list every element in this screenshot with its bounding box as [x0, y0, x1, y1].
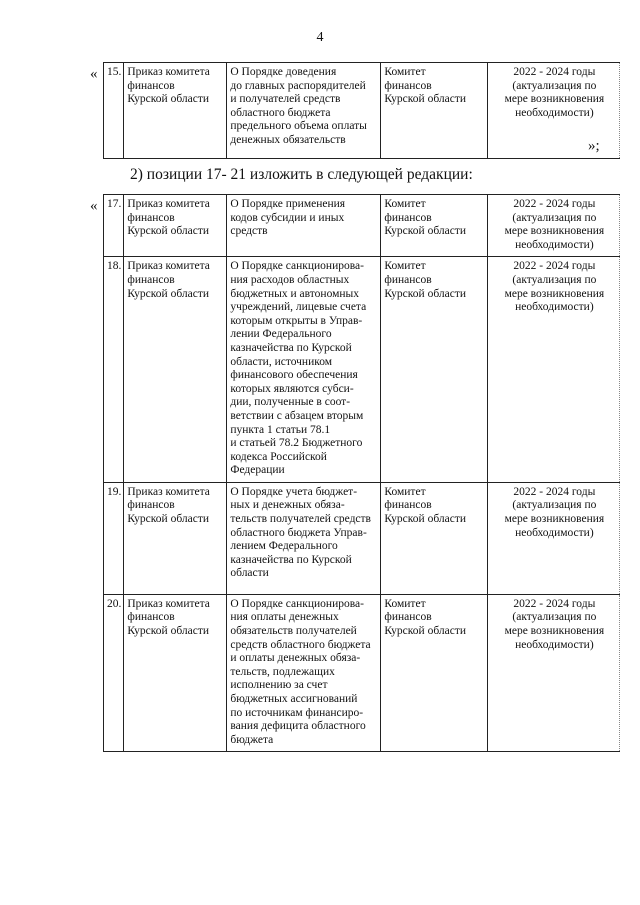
document-title-line: исполнению за счет	[230, 679, 328, 692]
document-title-line: которым открыты в Управ-	[230, 314, 363, 327]
document-title-line: бюджетных ассигнований	[230, 693, 358, 706]
document-type-line: финансов	[127, 273, 175, 286]
table-row	[104, 594, 620, 752]
table-row	[104, 482, 620, 594]
document-title-line: до главных распорядителей	[230, 79, 366, 92]
cell-document-title	[227, 257, 381, 483]
document-title-line: и оплаты денежных обяза-	[230, 652, 361, 665]
term-line: (актуализация по	[512, 499, 597, 512]
document-title-line: областного бюджета	[230, 106, 331, 119]
term-line: 2022 - 2024 годы	[513, 260, 596, 273]
cell-executor	[381, 195, 488, 257]
cell-item-number: 19.	[104, 482, 124, 594]
document-title-line: и получателей средств	[230, 93, 341, 106]
document-title-line: ных и денежных обяза-	[230, 499, 345, 512]
cell-term	[488, 594, 620, 752]
cell-term	[488, 257, 620, 483]
document-title-line: дии, полученные в соот-	[230, 396, 351, 409]
cell-document-title	[227, 482, 381, 594]
closing-quote: »;	[588, 138, 600, 154]
document-title-line: ветствии с абзацем вторым	[230, 409, 364, 422]
document-title-line: кодов субсидии и иных	[230, 211, 345, 224]
executor-line: финансов	[384, 273, 432, 286]
executor-line: Комитет	[384, 485, 426, 498]
document-title-line: учреждений, лицевые счета	[230, 301, 367, 314]
document-title-line: Федерации	[230, 464, 285, 477]
term-line: (актуализация по	[512, 273, 597, 286]
term-line: 2022 - 2024 годы	[513, 66, 596, 78]
document-type-line: Приказ комитета	[127, 597, 210, 610]
document-title-line: ния оплаты денежных	[230, 611, 339, 624]
page-number: 4	[316, 30, 324, 45]
executor-line: Комитет	[384, 66, 426, 78]
cell-document-type	[124, 63, 227, 159]
cell-document-type	[124, 257, 227, 483]
table-items-15	[103, 62, 620, 159]
term-line: мере возникновения	[504, 225, 605, 238]
term-line: мере возникновения	[504, 513, 605, 526]
document-title-line: бюджетных и автономных	[230, 287, 360, 300]
document-title-line: казначейства по Курской	[230, 341, 352, 354]
document-type-line: Приказ комитета	[127, 485, 210, 498]
executor-line: Курской области	[384, 625, 467, 638]
document-type-line: Приказ комитета	[127, 198, 210, 210]
document-type-line: финансов	[127, 499, 175, 512]
document-type-line: Курской области	[127, 225, 210, 238]
document-type-line: Приказ комитета	[127, 260, 210, 273]
term-line: мере возникновения	[504, 287, 605, 300]
document-title-line: предельного объема оплаты	[230, 120, 367, 133]
document-title-line: денежных обязательств	[230, 133, 346, 146]
table-row	[104, 257, 620, 483]
document-type-line: Курской области	[127, 287, 210, 300]
document-title-line: финансового обеспечения	[230, 369, 358, 382]
document-title-line: О Порядке учета бюджет-	[230, 485, 358, 498]
cell-document-type	[124, 195, 227, 257]
document-title-line: средств	[230, 225, 268, 238]
term-line: (актуализация по	[512, 611, 597, 624]
section-heading: 2) позиции 17- 21 изложить в следующей редакции:	[130, 166, 473, 183]
document-title-line: лением Федерального	[230, 540, 338, 553]
executor-line: Курской области	[384, 93, 467, 106]
document-title-line: пункта 1 статьи 78.1	[230, 423, 331, 436]
table-items-17-20	[103, 194, 620, 752]
cell-document-type	[124, 482, 227, 594]
cell-document-title	[227, 63, 381, 159]
document-type-line: Курской области	[127, 93, 210, 106]
term-line: 2022 - 2024 годы	[513, 597, 596, 610]
executor-line: финансов	[384, 611, 432, 624]
term-line: (актуализация по	[512, 79, 597, 92]
executor-line: Комитет	[384, 198, 426, 210]
term-line: мере возникновения	[504, 93, 605, 106]
document-title-line: областного бюджета Управ-	[230, 526, 367, 539]
term-line: 2022 - 2024 годы	[513, 485, 596, 498]
document-type-line: финансов	[127, 211, 175, 224]
executor-line: Комитет	[384, 260, 426, 273]
term-line: необходимости)	[515, 526, 594, 539]
cell-item-number: 15.	[104, 63, 124, 159]
term-line: необходимости)	[515, 106, 594, 119]
document-type-line: Курской области	[127, 625, 210, 638]
executor-line: Курской области	[384, 287, 467, 300]
executor-line: финансов	[384, 211, 432, 224]
cell-executor	[381, 257, 488, 483]
document-type-line: Курской области	[127, 513, 210, 526]
cell-term	[488, 63, 620, 159]
opening-quote: «	[90, 66, 98, 82]
executor-line: Курской области	[384, 225, 467, 238]
executor-line: финансов	[384, 499, 432, 512]
table-row	[104, 195, 620, 257]
cell-document-title	[227, 195, 381, 257]
executor-line: Комитет	[384, 597, 426, 610]
term-line: необходимости)	[515, 238, 594, 251]
cell-executor	[381, 482, 488, 594]
cell-document-title	[227, 594, 381, 752]
term-line: 2022 - 2024 годы	[513, 198, 596, 210]
executor-line: финансов	[384, 79, 432, 92]
document-title-line: О Порядке применения	[230, 198, 346, 210]
document-title-line: и статьей 78.2 Бюджетного	[230, 437, 363, 450]
document-title-line: бюджета	[230, 733, 274, 746]
cell-document-type	[124, 594, 227, 752]
document-type-line: Приказ комитета	[127, 66, 210, 78]
document-title-line: которых являются субси-	[230, 382, 354, 395]
executor-line: Курской области	[384, 513, 467, 526]
document-title-line: лении Федерального	[230, 328, 332, 341]
cell-term	[488, 482, 620, 594]
cell-item-number: 17.	[104, 195, 124, 257]
cell-executor	[381, 63, 488, 159]
table-row	[104, 63, 620, 159]
document-title-line: тельств, подлежащих	[230, 665, 335, 678]
cell-term	[488, 195, 620, 257]
document-title-line: по источникам финансиро-	[230, 706, 364, 719]
term-line: необходимости)	[515, 638, 594, 651]
opening-quote-2: «	[90, 198, 98, 214]
term-line: необходимости)	[515, 301, 594, 314]
document-title-line: О Порядке санкционирова-	[230, 260, 364, 273]
document-title-line: обязательств получателей	[230, 625, 357, 638]
document-type-line: финансов	[127, 611, 175, 624]
document-title-line: области, источником	[230, 355, 333, 368]
term-line: (актуализация по	[512, 211, 597, 224]
document-title-line: области	[230, 567, 269, 580]
term-line: мере возникновения	[504, 625, 605, 638]
document-title-line: вания дефицита областного	[230, 720, 366, 733]
cell-item-number: 18.	[104, 257, 124, 483]
cell-item-number: 20.	[104, 594, 124, 752]
document-type-line: финансов	[127, 79, 175, 92]
document-title-line: средств областного бюджета	[230, 638, 371, 651]
document-title-line: тельств получателей средств	[230, 513, 371, 526]
document-title-line: О Порядке санкционирова-	[230, 597, 364, 610]
document-title-line: кодекса Российской	[230, 450, 327, 463]
cell-executor	[381, 594, 488, 752]
document-title-line: ния расходов областных	[230, 273, 350, 286]
document-title-line: О Порядке доведения	[230, 66, 337, 78]
document-title-line: казначейства по Курской	[230, 553, 352, 566]
